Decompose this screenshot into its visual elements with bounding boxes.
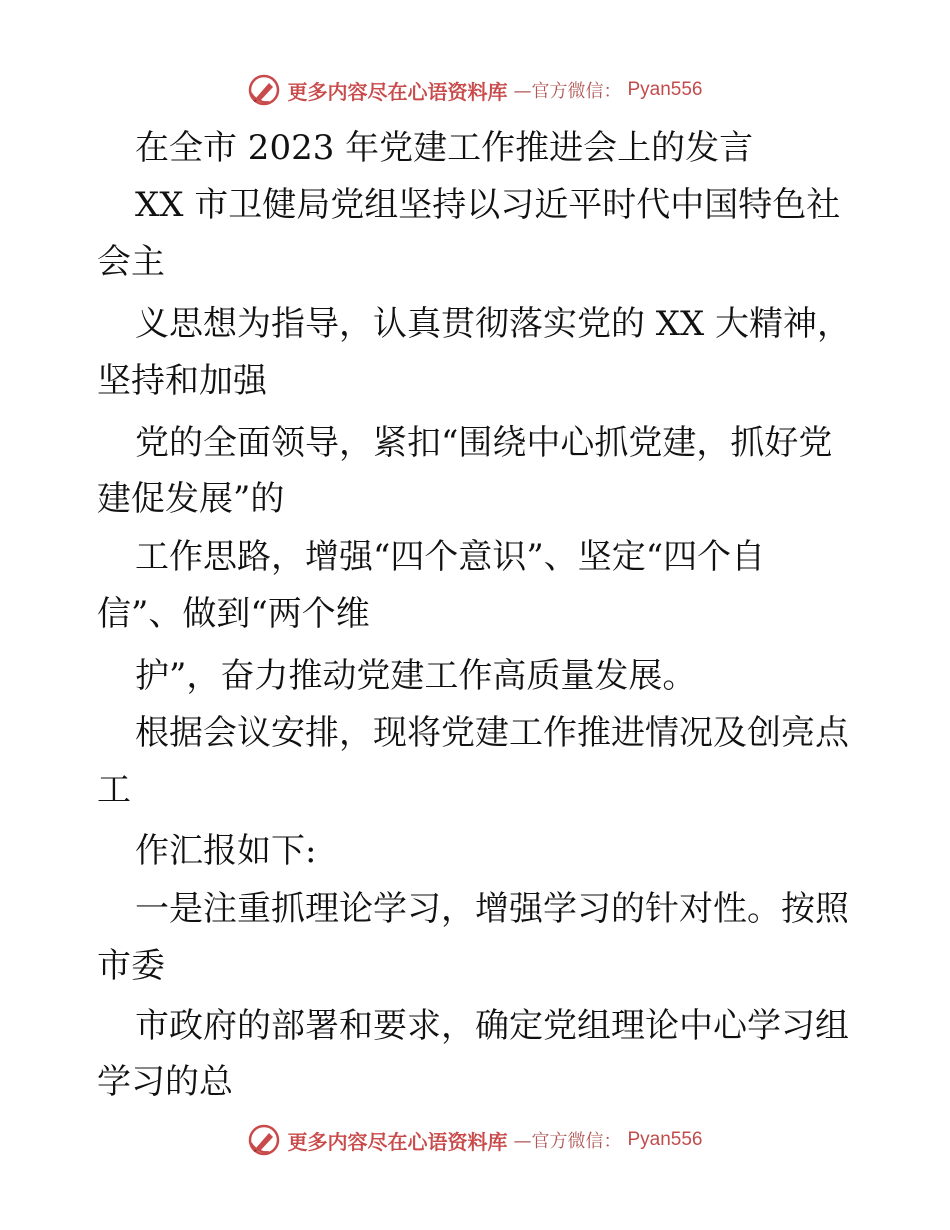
watermark-title: 更多内容尽在心语资料库 — [287, 1129, 508, 1154]
text-line: 党的全面领导，紧扣“围绕中心抓党建，抓好党 — [135, 423, 833, 463]
text-line: 义思想为指导，认真贯彻落实党的 XX 大精神， — [135, 304, 852, 344]
text-line: XX 市卫健局党组坚持以习近平时代中国特色社 — [135, 185, 841, 225]
watermark-contact: Pyan556 — [627, 1129, 703, 1150]
watermark-separator: —官方微信： — [513, 1131, 622, 1152]
text-line: 工 — [97, 770, 131, 810]
text-line: 工作思路，增强“四个意识”、坚定“四个自 — [135, 537, 766, 577]
text-line: 作汇报如下: — [135, 831, 317, 871]
pen-logo-icon — [247, 73, 281, 107]
header-watermark — [0, 70, 950, 110]
text-line: 根据会议安排，现将党建工作推进情况及创亮点 — [135, 713, 849, 753]
watermark-separator: —官方微信： — [513, 81, 622, 102]
text-line: 学习的总 — [97, 1062, 233, 1102]
text-line: 一是注重抓理论学习，增强学习的针对性。按照 — [135, 889, 849, 929]
text-line: 市政府的部署和要求，确定党组理论中心学习组 — [135, 1006, 849, 1046]
text-line: 坚持和加强 — [97, 361, 267, 401]
text-line: 建促发展”的 — [97, 479, 285, 519]
text-line: 护”，奋力推动党建工作高质量发展。 — [135, 656, 697, 696]
document-title: 在全市 2023 年党建工作推进会上的发言 — [135, 128, 754, 168]
footer-watermark — [0, 1120, 950, 1160]
pen-logo-icon — [247, 1123, 281, 1157]
text-line: 会主 — [97, 242, 165, 282]
text-line: 信”、做到“两个维 — [97, 594, 370, 634]
text-line: 市委 — [97, 946, 165, 986]
watermark-contact: Pyan556 — [627, 79, 703, 100]
watermark-title: 更多内容尽在心语资料库 — [287, 79, 508, 104]
